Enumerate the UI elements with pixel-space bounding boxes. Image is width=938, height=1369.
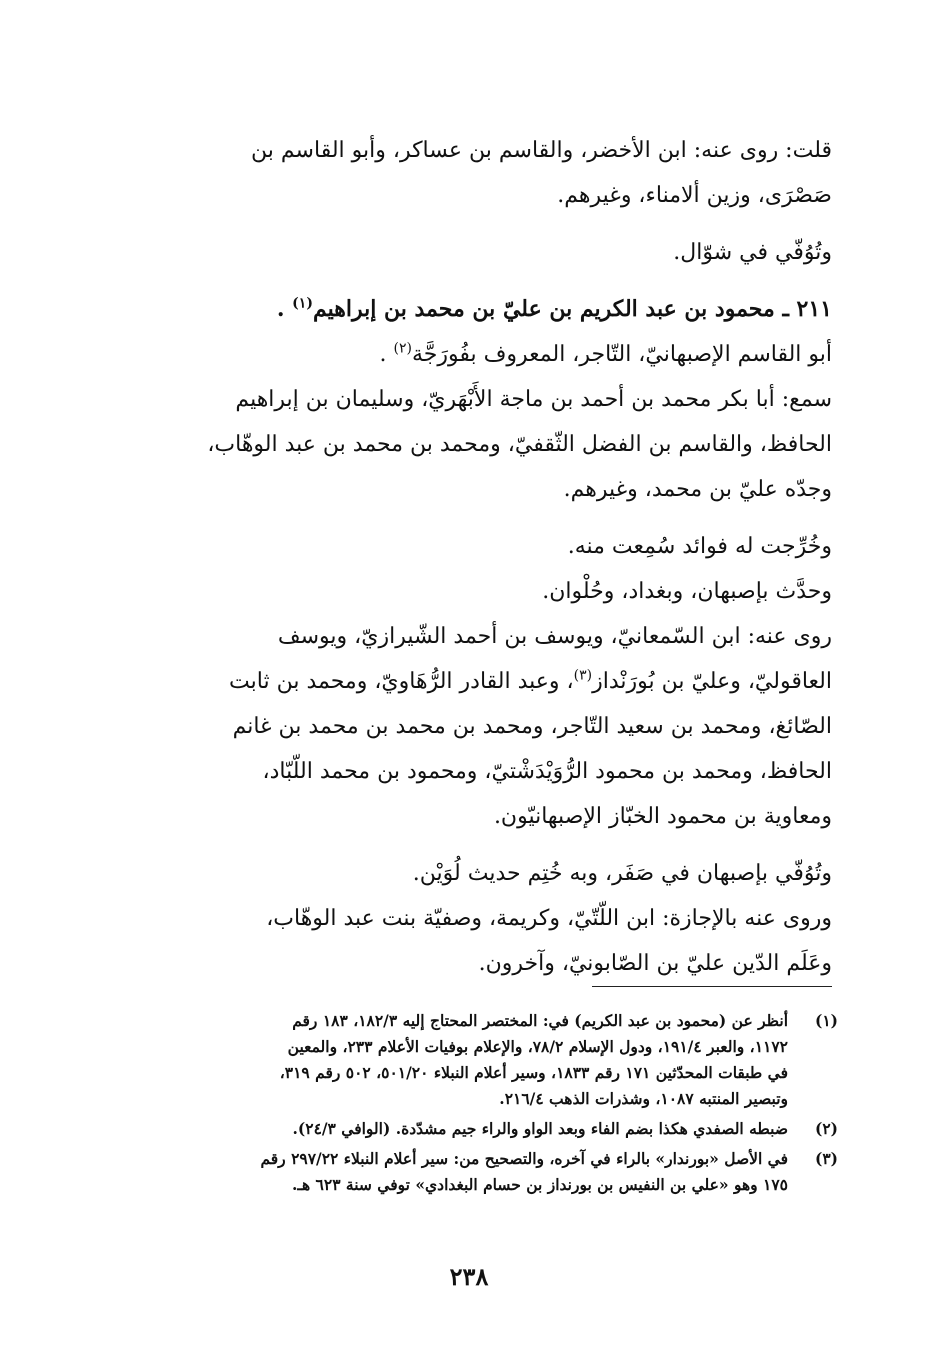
paragraph-gap: [108, 839, 832, 851]
text-line: الصّائغ، ومحمد بن سعيد التّاجر، ومحمد بن محمد بن محمد بن غانم: [232, 714, 832, 739]
main-text: [108, 128, 832, 986]
footnote-separator: [592, 986, 832, 987]
text-segment: ، وعبد القادر الرُّهَاويّ، ومحمد بن ثابت: [229, 669, 574, 694]
text-line: وتُوُفّي في شوّال.: [673, 240, 832, 265]
entry-kunya: أبو القاسم الإصبهانيّ، التّاجر، المعروف بفُورَجَّة: [411, 342, 832, 367]
footnote-3: [108, 1146, 838, 1198]
footnote-marker-3[interactable]: (٣): [573, 667, 593, 684]
paragraph-gap: [108, 275, 832, 287]
paragraph-gap: [108, 218, 832, 230]
text-line: قلت: روى عنه: ابن الأخضر، والقاسم بن عساكر، وأبو القاسم بن: [251, 138, 832, 163]
footnote-number: (٢): [814, 1119, 838, 1138]
entry-heading-text: ٢١١ ـ محمود بن عبد الكريم بن عليّ بن محمد بن إبراهيم: [312, 296, 832, 322]
entry-heading: [108, 287, 832, 332]
footnote-line: ١٧٥ وهو «علي بن النفيس بن بورنداز بن حسام البغدادي» توفي سنة ٦٢٣ هـ.: [292, 1175, 788, 1194]
text-line: الحافظ، ومحمد بن محمود الرُّوَيْدَشْتيّ، ومحمود بن محمد اللّبّاد،: [262, 759, 832, 784]
text-line: وجدّه عليّ بن محمد، وغيرهم.: [563, 477, 832, 502]
text-line: روى عنه: ابن السّمعانيّ، ويوسف بن أحمد الشّيرازيّ، ويوسف: [277, 624, 832, 649]
footnote-line: في طبقات المحدّثين ١٧١ رقم ١٨٣٣، وسير أعلام النبلاء ٥٠١/٢٠، ٥٠٢ رقم ٣١٩،: [279, 1063, 788, 1082]
footnote-number: (٣): [814, 1149, 838, 1168]
text-segment: العاقوليّ، وعليّ بن بُورَنْداز: [592, 669, 832, 694]
text-line: وحدَّث بإصبهان، وبغداد، وحُلْوان.: [542, 579, 832, 604]
footnote-line: في الأصل «بورندار» بالراء في آخره، والتصحيح من: سير أعلام النبلاء ٢٩٧/٢٢ رقم: [260, 1149, 788, 1168]
footnote-number: (١): [814, 1011, 838, 1030]
text-line: [108, 659, 832, 704]
text-line: وعَلَم الدّين عليّ بن الصّابونيّ، وآخرون.: [478, 951, 832, 976]
footnotes: [108, 1008, 838, 1202]
entry-heading-dot: .: [276, 296, 285, 322]
text-line: صَصْرَى، وزين ألامناء، وغيرهم.: [557, 183, 832, 208]
text-line: [108, 332, 832, 377]
footnote-1: [108, 1008, 838, 1112]
footnote-line: أنظر عن (محمود بن عبد الكريم) في: المختصر المحتاج إليه ١٨٢/٣، ١٨٣ رقم: [292, 1011, 788, 1030]
text-line: ومعاوية بن محمود الخبّاز الإصبهانيّون.: [493, 804, 832, 829]
page-number: ٢٣٨: [449, 1262, 489, 1291]
text-line: وتُوُفّي بإصبهان في صَفَر، وبه خُتِم حديث لُوَيْن.: [412, 861, 832, 886]
footnote-marker-2[interactable]: (٢): [393, 340, 412, 357]
footnote-2: [108, 1116, 838, 1142]
footnote-line: ١١٧٢، والعبر ١٩١/٤، ودول الإسلام ٧٨/٢، والإعلام بوفيات الأعلام ٢٣٣، والمعين: [287, 1037, 788, 1056]
footnote-line: ضبطه الصفدي هكذا بضم الفاء وبعد الواو والراء جيم مشدّدة. (الوافي ٢٤/٣).: [292, 1119, 788, 1138]
footnote-line: وتبصير المنتبه ١٠٨٧، وشذرات الذهب ٢١٦/٤.: [499, 1089, 788, 1108]
text-line: وروى عنه بالإجازة: ابن اللّتّيّ، وكريمة، وصفيّة بنت عبد الوهّاب،: [266, 906, 832, 931]
entry-kunya-dot: .: [379, 342, 387, 367]
text-line: وخُرِّجت له فوائد سُمِعت منه.: [567, 534, 832, 559]
text-line: الحافظ، والقاسم بن الفضل الثّقفيّ، ومحمد بن محمد بن عبد الوهّاب،: [207, 432, 832, 457]
text-line: سمع: أبا بكر محمد بن أحمد بن ماجة الأَبْهَريّ، وسليمان بن إبراهيم: [235, 387, 832, 412]
paragraph-gap: [108, 512, 832, 524]
footnote-marker-1[interactable]: (١): [292, 295, 313, 312]
